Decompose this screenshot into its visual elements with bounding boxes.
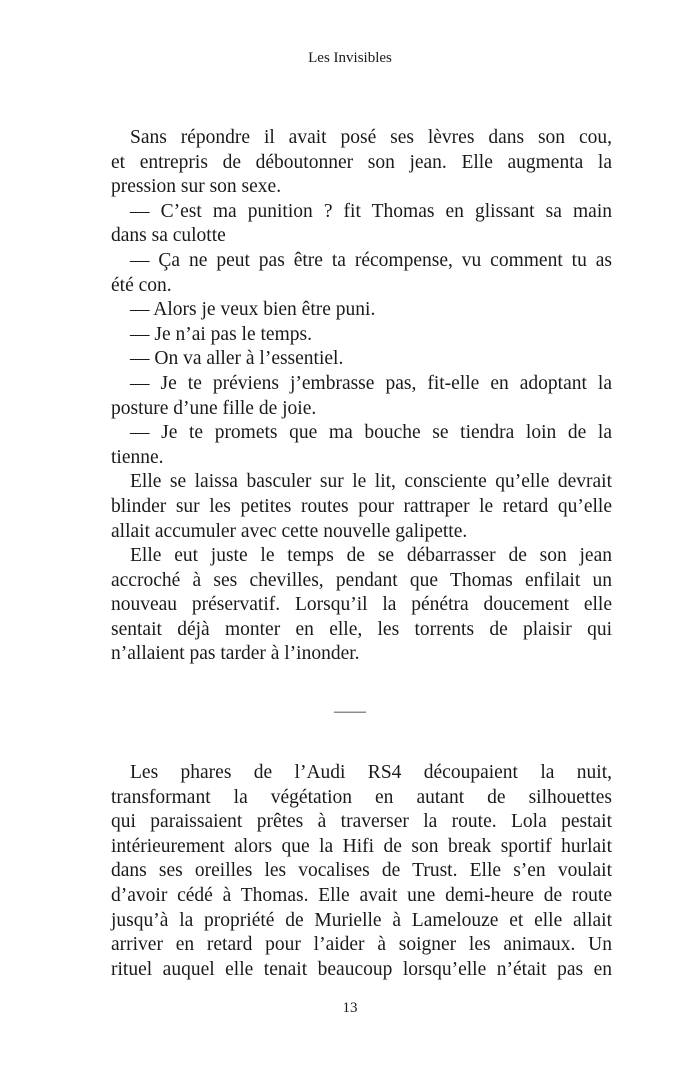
text-line: tienne. [111,446,164,468]
text-line: Sans répondre il avait posé ses lèvres dans son cou, [130,127,612,148]
text-line: — Alors je veux bien être puni. [130,299,376,321]
text-line: d’avoir cédé à Thomas. Elle avait une demi-heure de route [111,884,612,906]
text-line: nouveau préservatif. Lorsqu’il la pénétra doucement elle [111,594,612,616]
text-line: posture d’une fille de joie. [111,397,317,419]
page-number: 13 [342,1000,358,1016]
text-line: jusqu’à la propriété de Murielle à Lamelouze et elle allait [111,909,612,931]
text-line: Elle eut juste le temps de se débarrasser de son jean [130,545,612,567]
text-line: arriver en retard pour l’aider à soigner les animaux. Un [111,934,612,956]
text-line: dans sa culotte [111,225,226,247]
text-line: intérieurement alors que la Hifi de son break sportif hurlait [111,835,612,857]
text-line: — Je te promets que ma bouche se tiendra loin de la [130,422,612,444]
text-line: été con. [111,274,172,296]
text-line: qui paraissaient prêtes à traverser la route. Lola pestait [111,811,612,833]
body-text-section-2 [111,761,612,982]
text-line: blinder sur les petites routes pour rattraper le retard qu’elle [111,495,612,517]
text-line: accroché à ses chevilles, pendant que Thomas enfilait un [111,569,612,591]
text-line: transformant la végétation en autant de silhouettes [111,786,612,808]
text-line: n’allaient pas tarder à l’inonder. [111,643,360,665]
body-text-section-1 [111,126,612,667]
text-line: dans ses oreilles les vocalises de Trust. Elle s’en voulait [111,860,612,882]
text-line: pression sur son sexe. [111,176,282,198]
text-line: allait accumuler avec cette nouvelle galipette. [111,520,468,542]
text-line: Les phares de l’Audi RS4 découpaient la nuit, [130,762,612,783]
text-line: — Je te préviens j’embrasse pas, fit-elle en adoptant la [130,372,612,394]
text-line: — Ça ne peut pas être ta récompense, vu comment tu as [130,249,612,271]
text-line: — On va aller à l’essentiel. [130,348,344,370]
text-line: et entrepris de déboutonner son jean. Elle augmenta la [111,151,612,173]
running-head: Les Invisibles [308,50,392,66]
text-line: sentait déjà monter en elle, les torrents de plaisir qui [111,618,612,640]
text-line: — Je n’ai pas le temps. [130,323,312,345]
text-line: rituel auquel elle tenait beaucoup lorsqu’elle n’était pas en [111,958,612,980]
scene-break-separator: —— [334,703,366,720]
text-line: Elle se laissa basculer sur le lit, consciente qu’elle devrait [130,471,612,493]
text-line: — C’est ma punition ? fit Thomas en glissant sa main [130,200,612,222]
